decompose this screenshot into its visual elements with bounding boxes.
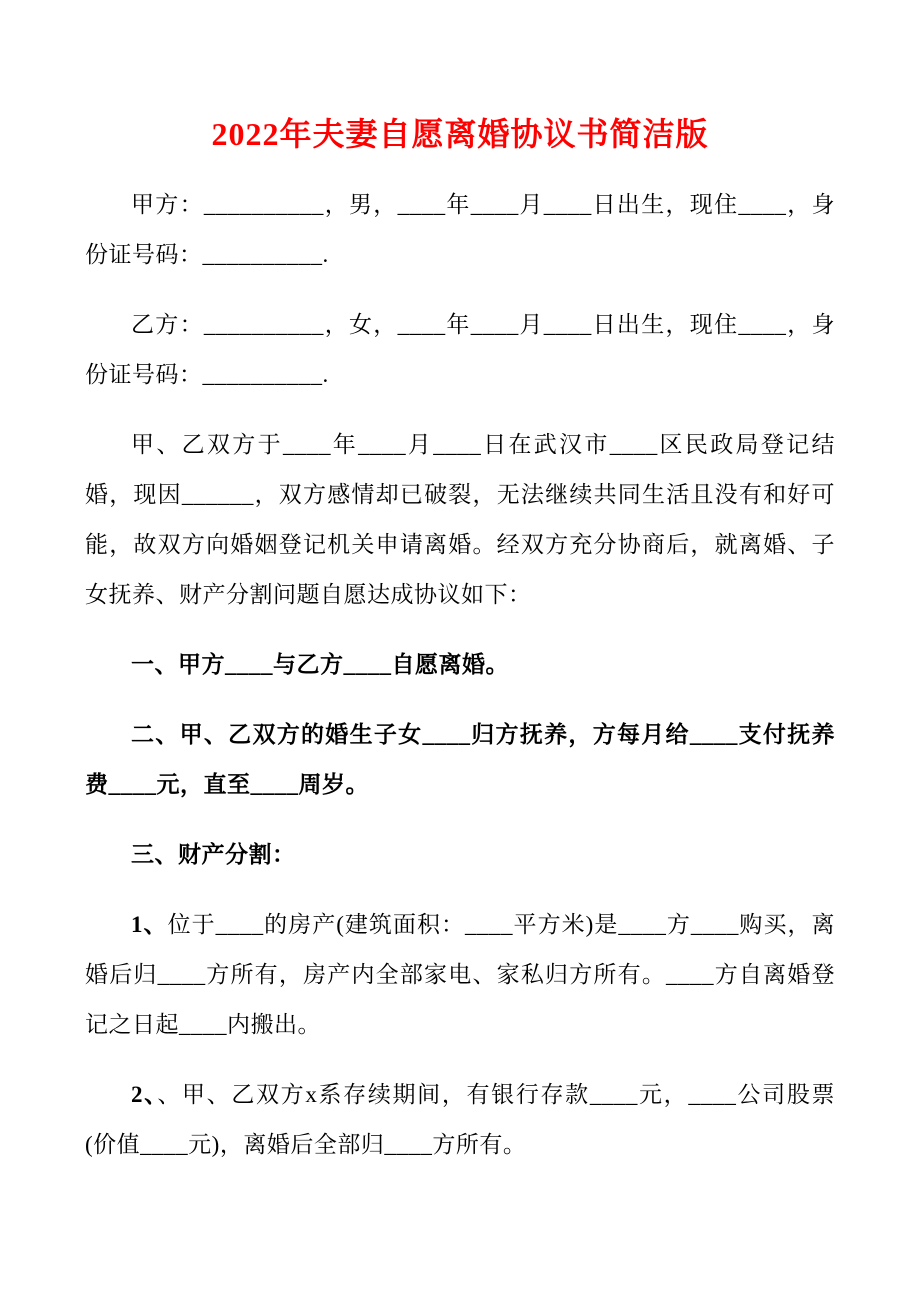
paragraph-party-b: 乙方：__________，女，____年____月____日出生，现住____，身份证号码：__________.	[85, 312, 835, 387]
item-2-number: 2、	[131, 1082, 158, 1107]
article-2-child-custody: 二、甲、乙双方的婚生子女____归方抚养，方每月给____支付抚养费____元，直至____周岁。	[85, 722, 835, 797]
item-2-text: 、甲、乙双方x系存续期间，有银行存款____元，____公司股票(价值____元)，离婚后全部归____方所有。	[85, 1082, 836, 1157]
item-1-number: 1、	[131, 912, 168, 937]
item-1-text: 位于____的房产(建筑面积：____平方米)是____方____购买，离婚后归____方所有，房产内全部家电、家私归方所有。____方自离婚登记之日起____内搬出。	[85, 912, 836, 1037]
item-1-real-estate	[85, 900, 835, 1050]
paragraph-preamble: 甲、乙双方于____年____月____日在武汉市____区民政局登记结婚，现因______，双方感情却已破裂，无法继续共同生活且没有和好可能，故双方向婚姻登记机关申请离婚。经双方充分协商后，就离婚、子女抚养、财产分割问题自愿达成协议如下：	[85, 432, 835, 607]
article-3-property-division-heading: 三、财产分割：	[131, 842, 296, 867]
page-title: 2022年夫妻自愿离婚协议书简洁版	[211, 116, 709, 152]
item-2-savings-stocks	[85, 1070, 835, 1170]
article-1-voluntary-divorce: 一、甲方____与乙方____自愿离婚。	[131, 652, 509, 677]
paragraph-party-a: 甲方：__________，男，____年____月____日出生，现住____，身份证号码：__________.	[85, 192, 835, 267]
